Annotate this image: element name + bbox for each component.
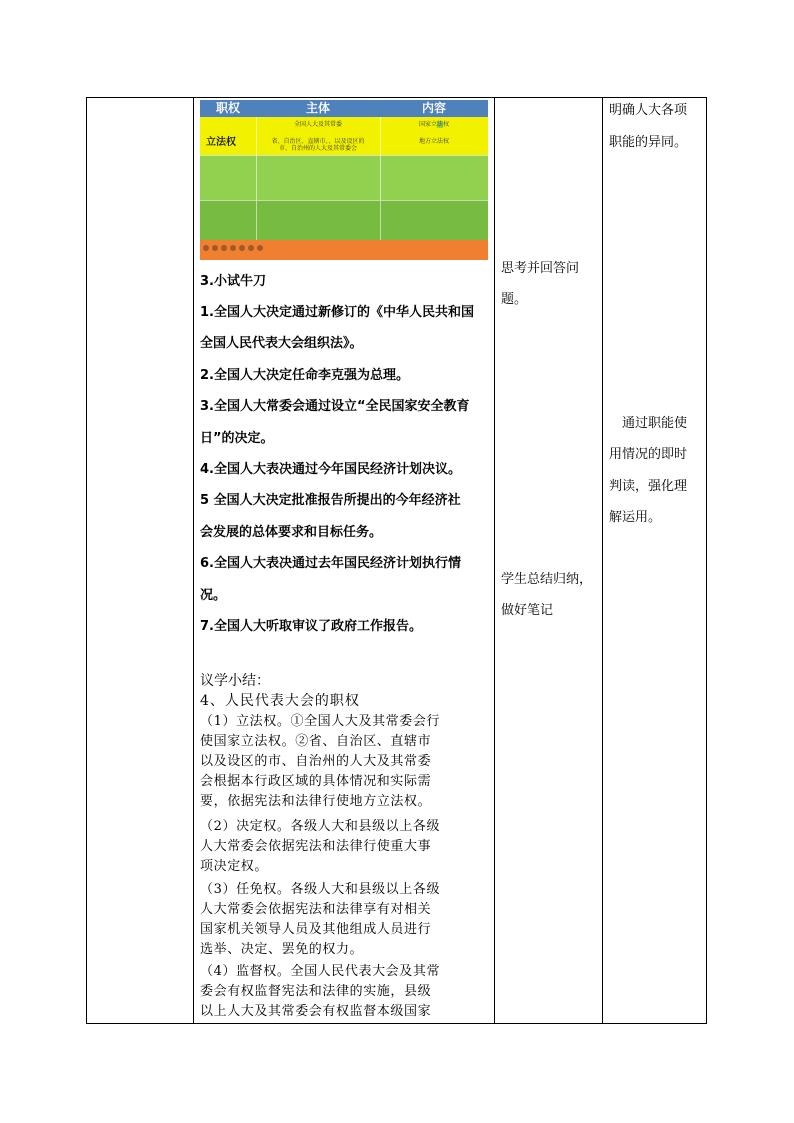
summary-line: 国家机关领导人员及其他组成人员进行	[200, 922, 432, 937]
design-intent-text: 判读，强化理	[609, 479, 688, 494]
summary-heading: 4、人民代表大会的职权	[200, 693, 360, 709]
practice-item: 6.全国人大表决通过去年国民经济计划执行情	[200, 556, 461, 571]
slide-content-highlight: 法	[436, 121, 443, 128]
slide-content-part: 国家立	[418, 121, 437, 128]
slide-header-cell: 主体	[305, 101, 330, 115]
summary-line: 使国家立法权。②省、自治区、直辖市	[200, 734, 432, 749]
slide-row	[200, 200, 488, 240]
slide-subject-text: 全国人大及其常委	[293, 121, 342, 128]
summary-title: 议学小结：	[200, 673, 270, 689]
summary-line: 会根据本行政区域的具体情况和实际需	[200, 774, 432, 789]
slide-content-part: 权	[443, 121, 450, 128]
slide-header-cell: 职权	[215, 101, 240, 115]
column-divider	[602, 98, 603, 1023]
summary-line: （4）监督权。全国人民代表大会及其常	[200, 964, 441, 979]
slide-grid-line	[200, 200, 488, 201]
design-intent-text: 明确人大各项	[609, 103, 688, 118]
summary-line: （3）任免权。各级人大和县级以上各级	[200, 882, 441, 897]
summary-line: 人大常委会依据宪法和法律行使重大事	[200, 839, 432, 854]
slide-tool-icon[interactable]	[221, 245, 227, 251]
student-activity-summarize: 做好笔记	[501, 603, 554, 618]
practice-item: 1.全国人大决定通过新修订的《中华人民共和国	[200, 305, 474, 320]
design-intent-text: 通过职能使	[622, 416, 688, 431]
summary-line: 以上人大及其常委会有权监督本级国家	[200, 1004, 432, 1019]
summary-line: 委会有权监督宪法和法律的实施，县级	[200, 984, 432, 999]
slide-tool-icon[interactable]	[203, 245, 209, 251]
practice-item: 4.全国人大表决通过今年国民经济计划决议。	[200, 462, 461, 477]
practice-title: 3.小试牛刀	[200, 274, 266, 289]
summary-line: 人大常委会依据宪法和法律享有对相关	[200, 902, 432, 917]
slide-subject-text: 市、自治州的人大及其常委会	[278, 145, 357, 152]
practice-item: 日”的决定。	[200, 431, 274, 446]
slide-tool-icon[interactable]	[212, 245, 218, 251]
column-divider	[494, 98, 495, 1023]
summary-line: 以及设区的市、自治州的人大及其常委	[200, 754, 432, 769]
slide-toolbar[interactable]	[203, 245, 263, 254]
slide-grid-line	[380, 117, 381, 240]
slide-content-text	[380, 121, 488, 128]
slide-grid-line	[200, 155, 488, 156]
slide-grid-line	[256, 117, 257, 240]
design-intent-text: 职能的异同。	[609, 135, 688, 150]
embedded-slide-image	[200, 100, 488, 260]
slide-tool-icon[interactable]	[248, 245, 254, 251]
slide-header-row	[200, 100, 488, 117]
slide-subject-text: 省、自治区、直辖市、、以及设区的	[271, 138, 365, 145]
slide-row-label: 立法权	[206, 137, 236, 148]
summary-line: （1）立法权。①全国人大及其常委会行	[200, 714, 441, 729]
practice-item: 5 全国人大决定批准报告所提出的今年经济社	[200, 493, 461, 508]
student-activity-think: 题。	[501, 292, 528, 307]
summary-line: 项决定权。	[200, 859, 269, 874]
column-divider	[193, 98, 194, 1023]
practice-item: 2.全国人大决定任命李克强为总理。	[200, 368, 409, 383]
slide-row	[200, 155, 488, 200]
design-intent-text: 用情况的即时	[609, 447, 688, 462]
slide-tool-icon[interactable]	[257, 245, 263, 251]
slide-tool-icon[interactable]	[230, 245, 236, 251]
student-activity-summarize: 学生总结归纳，	[501, 572, 593, 587]
student-activity-think: 思考并回答问	[501, 261, 580, 276]
design-intent-text: 解运用。	[609, 510, 662, 525]
practice-item: 全国人民代表大会组织法》。	[200, 336, 363, 351]
practice-item: 3.全国人大常委会通过设立“全民国家安全教育	[200, 399, 470, 414]
summary-line: （2）决定权。各级人大和县级以上各级	[200, 819, 441, 834]
practice-item: 会发展的总体要求和目标任务。	[200, 525, 383, 540]
slide-header-cell: 内容	[421, 101, 446, 115]
slide-content-text: 地方立法权	[418, 138, 449, 145]
slide-tool-icon[interactable]	[239, 245, 245, 251]
summary-line: 要，依据宪法和法律行使地方立法权。	[200, 794, 432, 809]
practice-item: 况。	[200, 588, 227, 603]
practice-item: 7.全国人大听取审议了政府工作报告。	[200, 619, 422, 634]
summary-line: 选举、决定、罢免的权力。	[200, 942, 364, 957]
